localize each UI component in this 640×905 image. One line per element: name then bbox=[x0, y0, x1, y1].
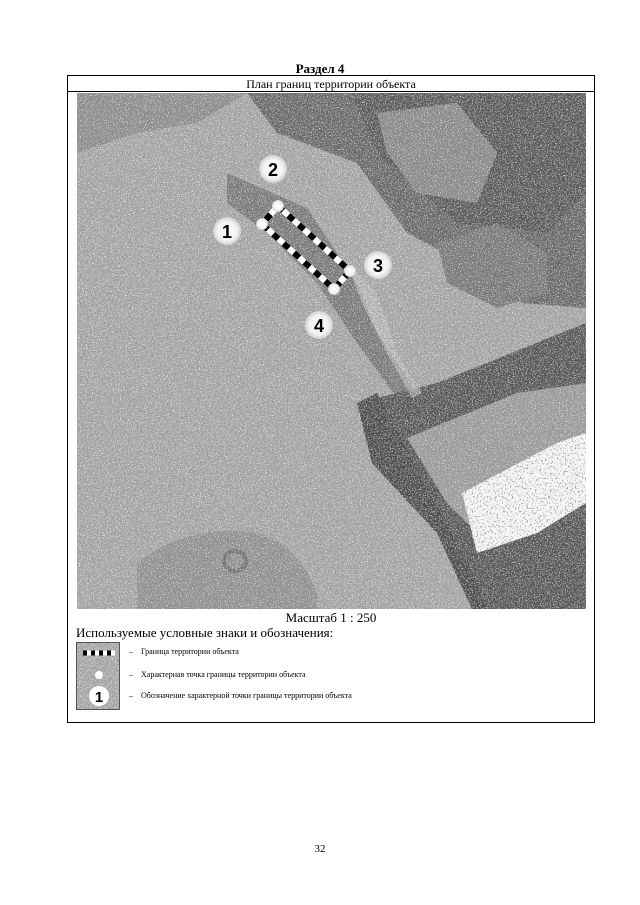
scale-label: Масштаб 1 : 250 bbox=[285, 610, 377, 625]
legend-symbols bbox=[76, 642, 120, 710]
boundary-point-4-marker bbox=[328, 283, 340, 295]
legend-item-boundary: – Граница территории объекта bbox=[129, 647, 239, 656]
boundary-point-2-marker bbox=[272, 200, 284, 212]
point-label-3 bbox=[364, 251, 392, 279]
point-label-1 bbox=[213, 217, 241, 245]
boundary-point-1-marker bbox=[256, 218, 268, 230]
section-title: Раздел 4 bbox=[295, 61, 345, 76]
legend-point-symbol bbox=[95, 671, 103, 679]
legend-item-point: – Характерная точка границы территории объекта bbox=[129, 670, 306, 679]
point-label-4 bbox=[305, 311, 333, 339]
page-number: 32 bbox=[314, 843, 326, 855]
plan-title: План границ территории объекта bbox=[68, 76, 594, 92]
svg-text:2: 2 bbox=[267, 160, 279, 180]
boundary-point-3-marker bbox=[344, 265, 356, 277]
svg-text:4: 4 bbox=[313, 316, 325, 336]
aerial-map bbox=[77, 93, 586, 609]
plan-frame bbox=[67, 75, 595, 723]
svg-text:1: 1 bbox=[221, 222, 233, 242]
legend-item-label: Граница территории объекта bbox=[141, 647, 239, 656]
legend-heading: Используемые условные знаки и обозначения: bbox=[76, 625, 334, 640]
legend-item-label-mark: – Обозначение характерной точки границы территории объекта bbox=[129, 691, 352, 700]
point-label-2 bbox=[259, 155, 287, 183]
legend-label-symbol bbox=[89, 686, 109, 706]
svg-text:3: 3 bbox=[372, 256, 384, 276]
svg-text:1: 1 bbox=[94, 689, 104, 706]
legend-item-label: Характерная точка границы территории объекта bbox=[141, 670, 306, 679]
legend-item-label: Обозначение характерной точки границы территории объекта bbox=[141, 691, 352, 700]
